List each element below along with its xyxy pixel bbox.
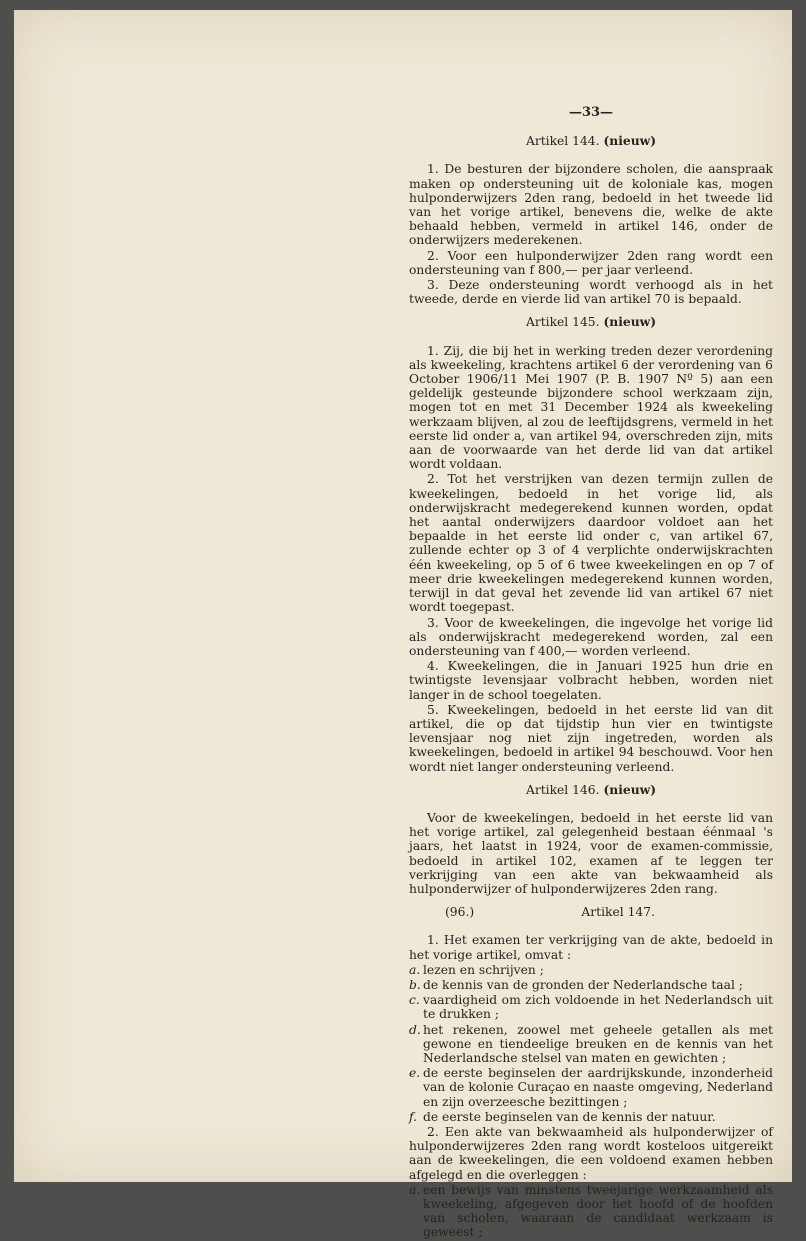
article-145-para-2: 2. Tot het verstrijken van dezen termijn zullen de kweekelingen, bedoeld in het vorige lid, als onderwijskracht medegerekend kunnen worden, opdat het aantal onderwijzers daardoor voldoet aan het bepaalde in het eerste lid onder c, van artikel 67, zullende echter op 3 of 4 verplichte onderwijskrachten één kweekeling, op 5 of 6 twee kweekelingen en op 7 of meer drie kweekelingen medegerekend kunnen worden, terwijl in dat geval het zevende lid van artikel 67 niet wordt toegepast. <box>409 472 773 615</box>
list-item <box>409 978 773 992</box>
article-146-para-1: Voor de kweekelingen, bedoeld in het eerste lid van het vorige artikel, zal gelegenheid bestaan éénmaal 's jaars, het laatst in 1924, voor de examen-commissie, bedoeld in artikel 102, examen af te leggen ter verkrijging van een akte van bekwaamheid als hulponderwijzer of hulponderwijzeres 2den rang. <box>409 810 773 896</box>
article-147-heading <box>409 905 773 919</box>
article-146-tag: (nieuw) <box>603 781 657 797</box>
list-item <box>409 1183 773 1240</box>
article-144-para-1: 1. De besturen der bijzondere scholen, die aanspraak maken op ondersteuning uit de koloniale kas, mogen hulponderwijzers 2den rang, bedoeld in het tweede lid van het vorige artikel, benevens die, welke de akte behaald hebben, vermeld in artikel 146, onder de onderwijzers mederekenen. <box>409 162 773 248</box>
list-text: lezen en schrijven ; <box>423 962 544 977</box>
article-145-tag: (nieuw) <box>603 314 657 330</box>
list-text: de kennis van de gronden der Nederlandsche taal ; <box>423 977 743 992</box>
article-147-para-1: 1. Het examen ter verkrijging van de akte, bedoeld in het vorige artikel, omvat : <box>409 933 773 962</box>
list-letter: a. <box>409 962 421 977</box>
list-item <box>409 1066 773 1109</box>
list-text: een bewijs van minstens tweejarige werkzaamheid als kweekeling, afgegeven door het hoofd of de hoofden van scholen, waaraan de candidaat werkzaam is geweest ; <box>423 1182 773 1240</box>
list-text: de eerste beginselen der aardrijkskunde, inzonderheid van de kolonie Curaçao en naaste omgeving, Nederland en zijn overzeesche bezittingen ; <box>423 1066 773 1109</box>
article-144-title: Artikel 144. <box>525 134 600 149</box>
list-letter: e. <box>409 1066 421 1081</box>
article-144-para-3: 3. Deze ondersteuning wordt verhoogd als in het tweede, derde en vierde lid van artikel 70 is bepaald. <box>409 278 773 307</box>
list-text: het rekenen, zoowel met geheele getallen als met gewone en tiendeelige breuken en de kennis van het Nederlandsche stelsel van maten en gewichten ; <box>423 1022 773 1065</box>
text-column <box>409 106 773 1241</box>
article-145-para-5: 5. Kweekelingen, bedoeld in het eerste lid van dit artikel, die op dat tijdstip hun vier en twintigste levensjaar nog niet zijn ingetreden, worden als kweekelingen, bedoeld in artikel 94 beschouwd. Voor hen wordt niet langer ondersteuning verleend. <box>409 702 773 774</box>
article-147-title: Artikel 147. <box>581 905 655 920</box>
article-145-para-1: 1. Zij, die bij het in werking treden dezer verordening als kweekeling, krachtens artikel 6 der verordening van 6 October 1906/11 Mei 1907 (P. B. 1907 Nº 5) aan een geldelijk gesteunde bijzondere school werkzaam zijn, mogen tot en met 31 December 1924 als kweekeling werkzaam blijven, al zou de leeftijdsgrens, vermeld in het eerste lid onder a, van artikel 94, overschreden zijn, mits aan de voorwaarde van het derde lid van dat artikel wordt voldaan. <box>409 343 773 472</box>
list-letter: f. <box>409 1109 418 1124</box>
page-number: —33— <box>568 105 614 120</box>
article-146-heading <box>409 783 773 797</box>
list-item <box>409 993 773 1021</box>
article-145-para-3: 3. Voor de kweekelingen, die ingevolge het vorige lid als onderwijskracht medegerekend worden, zal een ondersteuning van f 400,— worden verleend. <box>409 615 773 658</box>
article-144-heading <box>409 134 773 148</box>
list-item <box>409 1023 773 1066</box>
article-145-para-4: 4. Kweekelingen, die in Januari 1925 hun drie en twintigste levensjaar volbracht hebben, worden niet langer in de school toegelaten. <box>409 659 773 702</box>
article-145-heading <box>409 315 773 329</box>
list-letter: a. <box>409 1182 421 1197</box>
list-item <box>409 1110 773 1124</box>
list-letter: c. <box>409 993 420 1008</box>
article-147-old-number: (96.) <box>445 905 475 920</box>
list-item <box>409 963 773 977</box>
article-146-title: Artikel 146. <box>525 782 600 797</box>
list-letter: b. <box>409 977 421 992</box>
article-147-para-2: 2. Een akte van bekwaamheid als hulponderwijzer of hulponderwijzeres 2den rang wordt kosteloos uitgereikt aan de kweekelingen, die een voldoend examen hebben afgelegd en die overleggen : <box>409 1125 773 1182</box>
article-144-tag: (nieuw) <box>603 133 657 149</box>
article-144-para-2: 2. Voor een hulponderwijzer 2den rang wordt een ondersteuning van f 800,— per jaar verleend. <box>409 248 773 277</box>
list-text: vaardigheid om zich voldoende in het Nederlandsch uit te drukken ; <box>423 993 773 1022</box>
article-145-title: Artikel 145. <box>525 315 600 330</box>
document-page <box>14 10 792 1240</box>
list-letter: d. <box>409 1022 421 1037</box>
list-text: de eerste beginselen van de kennis der natuur. <box>423 1109 716 1124</box>
